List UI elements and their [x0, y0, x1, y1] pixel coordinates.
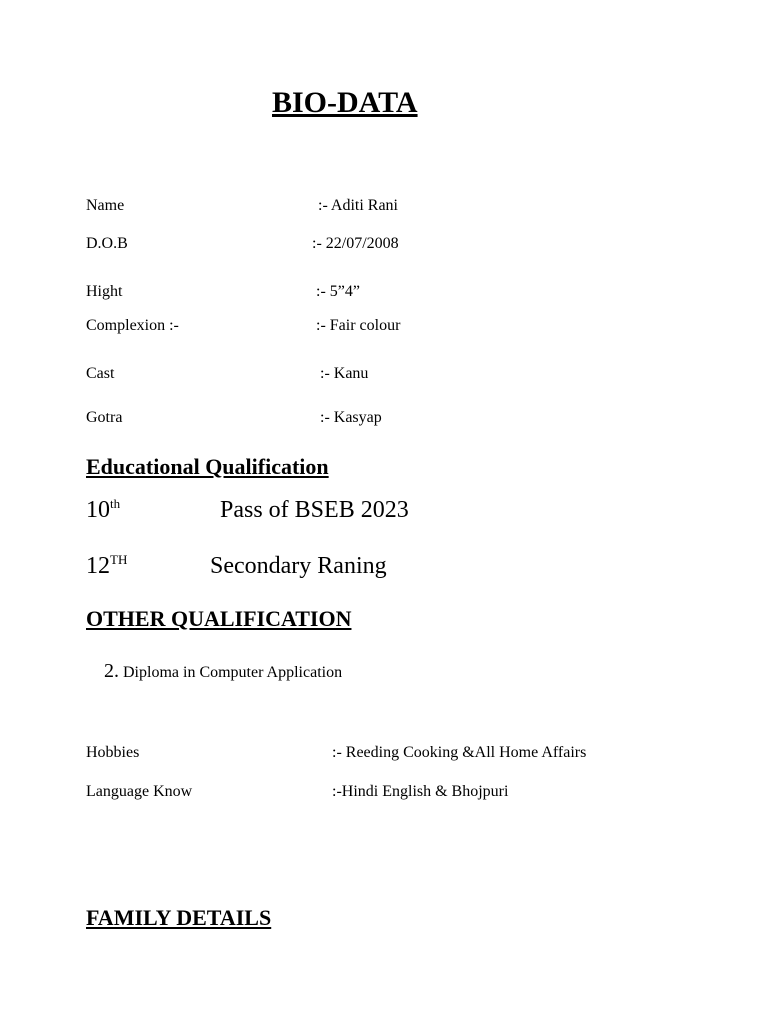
language-value: :-Hindi English & Bhojpuri: [332, 783, 509, 800]
education-heading: Educational Qualification: [86, 454, 329, 479]
name-value: :- Aditi Rani: [318, 197, 398, 214]
grade-suffix: th: [110, 496, 121, 511]
dob-label: D.O.B: [86, 235, 128, 252]
complexion-label: Complexion :-: [86, 317, 179, 334]
grade-number: 12: [86, 553, 110, 579]
family-details-heading: FAMILY DETAILS: [86, 905, 272, 930]
gotra-value: :- Kasyap: [320, 409, 382, 426]
grade-10: [86, 497, 120, 524]
dob-value: :- 22/07/2008: [312, 235, 399, 252]
grade-number: 10: [86, 497, 110, 523]
grade-10-detail: Pass of BSEB 2023: [220, 497, 409, 523]
list-number: 2.: [104, 660, 119, 682]
page-title: BIO-DATA: [272, 86, 418, 119]
height-label: Hight: [86, 283, 123, 300]
grade-suffix: TH: [110, 552, 128, 567]
other-qualification-item: [104, 660, 342, 683]
cast-value: :- Kanu: [320, 365, 369, 382]
height-value: :- 5”4”: [316, 283, 360, 300]
cast-label: Cast: [86, 365, 115, 382]
hobbies-value: :- Reeding Cooking &All Home Affairs: [332, 744, 587, 761]
language-label: Language Know: [86, 783, 193, 800]
grade-12-detail: Secondary Raning: [210, 553, 387, 579]
list-text: Diploma in Computer Application: [123, 664, 343, 681]
name-label: Name: [86, 197, 125, 214]
complexion-value: :- Fair colour: [316, 317, 401, 334]
other-qualification-heading: OTHER QUALIFICATION: [86, 606, 352, 631]
hobbies-label: Hobbies: [86, 744, 140, 761]
grade-12: [86, 553, 127, 580]
gotra-label: Gotra: [86, 409, 123, 426]
